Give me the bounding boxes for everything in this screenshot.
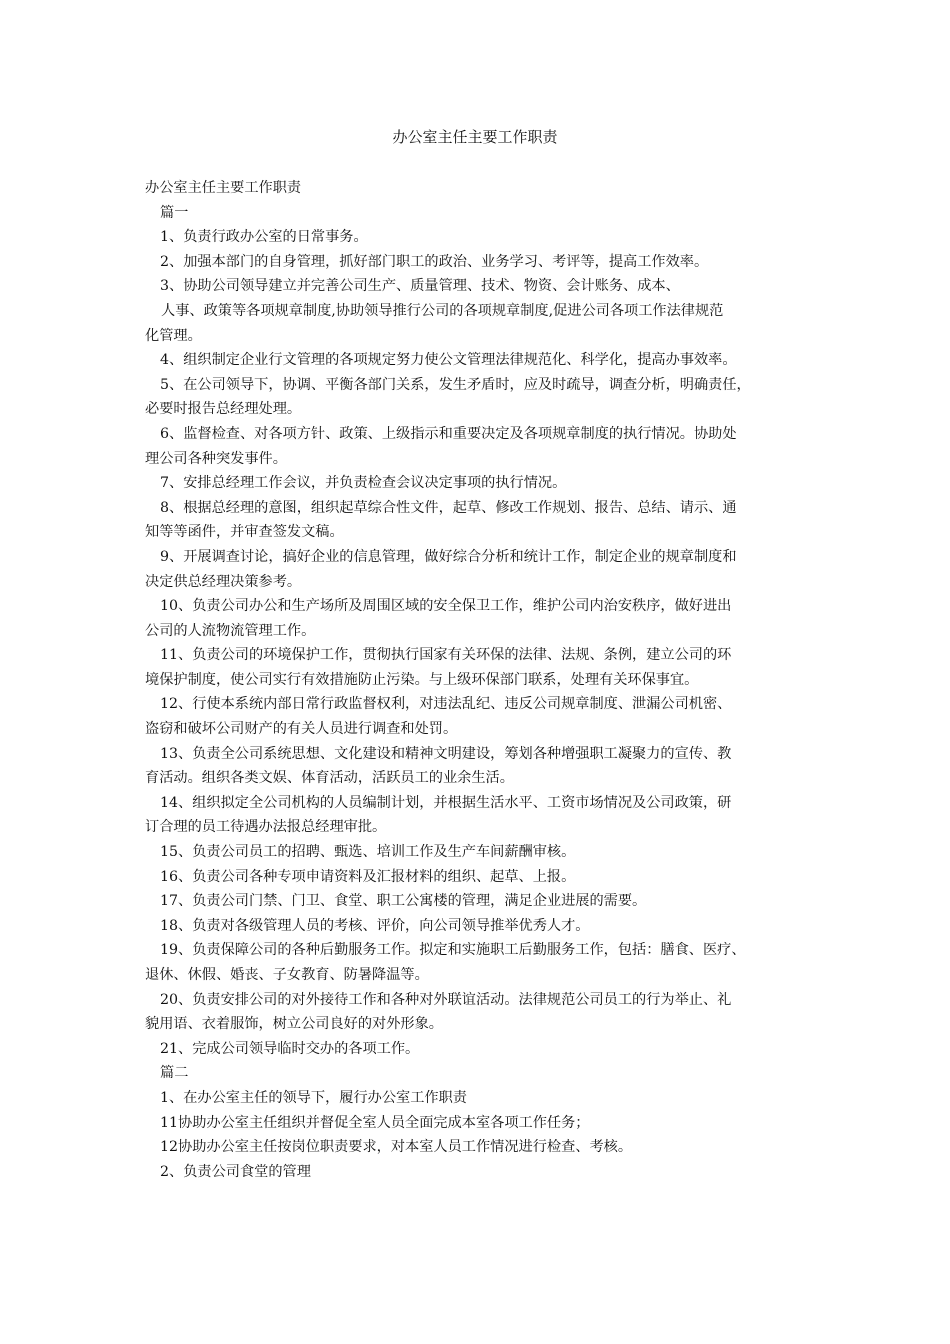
body-line: 12协助办公室主任按岗位职责要求，对本室人员工作情况进行检查、考核。 — [160, 1139, 633, 1156]
body-line: 盗窃和破坏公司财产的有关人员进行调查和处罚。 — [145, 721, 458, 738]
body-line: 知等等函件，并审查签发文稿。 — [145, 524, 344, 541]
body-line: 订合理的员工待遇办法报总经理审批。 — [145, 819, 387, 836]
body-line: 9、开展调查讨论，搞好企业的信息管理，做好综合分析和统计工作，制定企业的规章制度和 — [160, 548, 737, 565]
body-line: 1、在办公室主任的领导下，履行办公室工作职责 — [160, 1089, 467, 1106]
body-line: 必要时报告总经理处理。 — [145, 401, 302, 418]
body-line: 貌用语、衣着服饰，树立公司良好的对外形象。 — [145, 1016, 443, 1033]
body-line: 公司的人流物流管理工作。 — [145, 622, 316, 639]
body-line: 15、负责公司员工的招聘、甄选、培训工作及生产车间薪酬审核。 — [160, 844, 576, 861]
body-line: 8、根据总经理的意图，组织起草综合性文件，起草、修改工作规划、报告、总结、请示、通 — [160, 499, 737, 516]
body-line: 19、负责保障公司的各种后勤服务工作。拟定和实施职工后勤服务工作，包括：膳食、医疗、 — [160, 942, 746, 959]
body-line: 人事、政策等各项规章制度,协助领导推行公司的各项规章制度,促进公司各项工作法律规范 — [161, 302, 724, 319]
body-line: 17、负责公司门禁、门卫、食堂、职工公寓楼的管理，满足企业进展的需要。 — [160, 893, 647, 910]
document-body — [145, 176, 817, 1184]
body-line: 4、组织制定企业行文管理的各项规定努力使公文管理法律规范化、科学化，提高办事效率。 — [160, 352, 737, 369]
body-line: 11、负责公司的环境保护工作，贯彻执行国家有关环保的法律、法规、条例，建立公司的环 — [160, 647, 732, 664]
body-line: 篇二 — [160, 1065, 189, 1082]
body-line: 7、安排总经理工作会议，并负责检查会议决定事项的执行情况。 — [160, 475, 567, 492]
body-line: 18、负责对各级管理人员的考核、评价，向公司领导推举优秀人才。 — [160, 917, 590, 934]
body-line: 13、负责全公司系统思想、文化建设和精神文明建设，筹划各种增强职工凝聚力的宣传、教 — [160, 745, 732, 762]
body-line: 2、加强本部门的自身管理，抓好部门职工的政治、业务学习、考评等，提高工作效率。 — [160, 253, 709, 270]
body-line: 14、组织拟定全公司机构的人员编制计划，并根据生活水平、工资市场情况及公司政策，研 — [160, 794, 732, 811]
body-line: 16、负责公司各种专项申请资料及汇报材料的组织、起草、上报。 — [160, 868, 576, 885]
body-line: 理公司各种突发事件。 — [145, 450, 287, 467]
section-heading: 办公室主任主要工作职责 — [145, 180, 302, 196]
body-line: 12、行使本系统内部日常行政监督权利，对违法乱纪、违反公司规章制度、泄漏公司机密、 — [160, 696, 732, 713]
body-line: 1、负责行政办公室的日常事务。 — [160, 229, 368, 246]
document-title: 办公室主任主要工作职责 — [392, 128, 558, 146]
body-line: 2、负责公司食堂的管理 — [160, 1163, 311, 1180]
body-line: 11协助办公室主任组织并督促全室人员全面完成本室各项工作任务； — [160, 1114, 590, 1131]
body-line: 5、在公司领导下，协调、平衡各部门关系，发生矛盾时，应及时疏导，调查分析，明确责任， — [160, 376, 751, 393]
body-line: 20、负责安排公司的对外接待工作和各种对外联谊活动。法律规范公司员工的行为举止、礼 — [160, 991, 732, 1008]
body-line: 3、协助公司领导建立并完善公司生产、质量管理、技术、物资、会计账务、成本、 — [160, 278, 680, 295]
body-line: 21、完成公司领导临时交办的各项工作。 — [160, 1040, 420, 1057]
body-line: 境保护制度，使公司实行有效措施防止污染。与上级环保部门联系，处理有关环保事宜。 — [145, 671, 699, 688]
body-line: 化管理。 — [145, 327, 202, 344]
body-line: 篇一 — [160, 204, 189, 221]
body-line: 育活动。组织各类文娱、体育活动，活跃员工的业余生活。 — [145, 770, 514, 787]
body-line: 退休、休假、婚丧、子女教育、防暑降温等。 — [145, 967, 429, 983]
body-line: 决定供总经理决策参考。 — [145, 573, 302, 590]
body-line: 10、负责公司办公和生产场所及周围区域的安全保卫工作，维护公司内治安秩序，做好进出 — [160, 598, 732, 615]
body-line: 6、监督检查、对各项方针、政策、上级指示和重要决定及各项规章制度的执行情况。协助处 — [160, 425, 737, 442]
